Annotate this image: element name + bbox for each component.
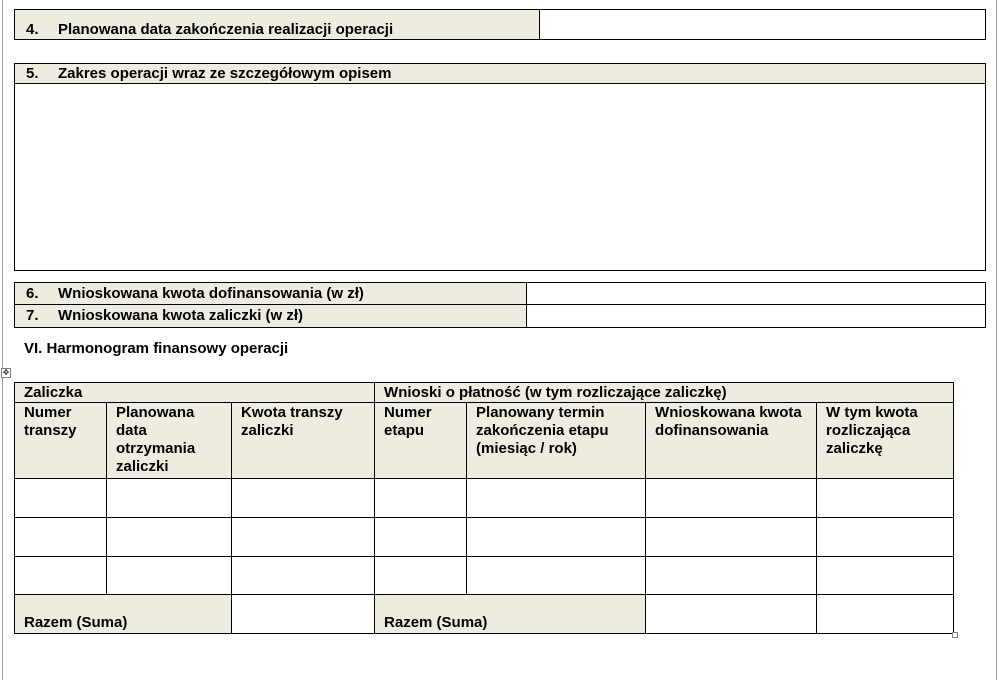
table-cell[interactable] <box>646 557 817 595</box>
table-cell[interactable] <box>232 518 375 557</box>
table-cell[interactable] <box>232 557 375 595</box>
table-cell[interactable] <box>15 557 107 595</box>
table-cell[interactable] <box>646 479 817 518</box>
table-cell[interactable] <box>107 557 232 595</box>
payment-group-header: Wnioski o płatność (w tym rozliczające zaliczkę) <box>375 383 954 403</box>
table-cell[interactable] <box>817 557 954 595</box>
col-header-settlement-amount: W tym kwota rozliczająca zaliczkę <box>817 403 954 479</box>
table-cell[interactable] <box>467 557 646 595</box>
table-row <box>15 557 954 595</box>
table-cell[interactable] <box>375 518 467 557</box>
section-4-row <box>14 9 986 40</box>
col-header-tranche-amount: Kwota transzy zaliczki <box>232 403 375 479</box>
table-cell[interactable] <box>375 479 467 518</box>
financial-schedule-table <box>14 382 954 634</box>
requested-total-value[interactable] <box>646 595 817 634</box>
table-row <box>15 518 954 557</box>
table-cell[interactable] <box>817 479 954 518</box>
section-4-number: 4. <box>26 21 39 38</box>
section-5-header <box>15 64 985 84</box>
advance-total-label: Razem (Suma) <box>15 595 232 634</box>
table-cell[interactable] <box>15 479 107 518</box>
section-4-label: Planowana data zakończenia realizacji operacji <box>58 21 394 38</box>
schedule-heading: VI. Harmonogram finansowy operacji <box>24 340 289 357</box>
section-7-number: 7. <box>26 307 39 324</box>
table-cell[interactable] <box>467 479 646 518</box>
section-5-block <box>14 63 986 271</box>
table-cell[interactable] <box>107 479 232 518</box>
table-row <box>15 479 954 518</box>
table-move-handle-icon[interactable]: ✥ <box>2 368 10 377</box>
table-resize-handle-icon[interactable] <box>952 632 958 638</box>
section-6-value-field[interactable] <box>527 283 985 305</box>
section-5-description-field[interactable] <box>15 84 985 270</box>
col-header-planned-advance-date: Planowana data otrzymania zaliczki <box>107 403 232 479</box>
col-header-requested-amount: Wnioskowana kwota dofinansowania <box>646 403 817 479</box>
section-7-value-field[interactable] <box>527 305 985 327</box>
table-cell[interactable] <box>232 479 375 518</box>
table-cell[interactable] <box>467 518 646 557</box>
advance-group-header: Zaliczka <box>15 383 375 403</box>
payment-total-label: Razem (Suma) <box>375 595 646 634</box>
section-6-label-cell <box>15 283 527 305</box>
col-header-tranche-number: Numer transzy <box>15 403 107 479</box>
advance-total-value[interactable] <box>232 595 375 634</box>
section-6-number: 6. <box>26 285 39 302</box>
col-header-stage-end-date: Planowany termin zakończenia etapu (miesiąc / rok) <box>467 403 646 479</box>
table-cell[interactable] <box>375 557 467 595</box>
section-6-7-table <box>14 282 986 328</box>
col-header-stage-number: Numer etapu <box>375 403 467 479</box>
page-edge-right <box>996 0 997 680</box>
section-4-label-cell <box>15 10 540 39</box>
settlement-total-value[interactable] <box>817 595 954 634</box>
table-cell[interactable] <box>107 518 232 557</box>
section-7-label: Wnioskowana kwota zaliczki (w zł) <box>58 307 304 324</box>
totals-row <box>15 595 954 634</box>
section-5-number: 5. <box>26 65 39 82</box>
section-7-label-cell <box>15 305 527 327</box>
page-edge-left <box>2 0 3 680</box>
table-cell[interactable] <box>817 518 954 557</box>
table-cell[interactable] <box>15 518 107 557</box>
section-6-label: Wnioskowana kwota dofinansowania (w zł) <box>58 285 364 302</box>
table-cell[interactable] <box>646 518 817 557</box>
section-5-label: Zakres operacji wraz ze szczegółowym opisem <box>58 65 392 82</box>
section-4-value-field[interactable] <box>540 10 985 39</box>
